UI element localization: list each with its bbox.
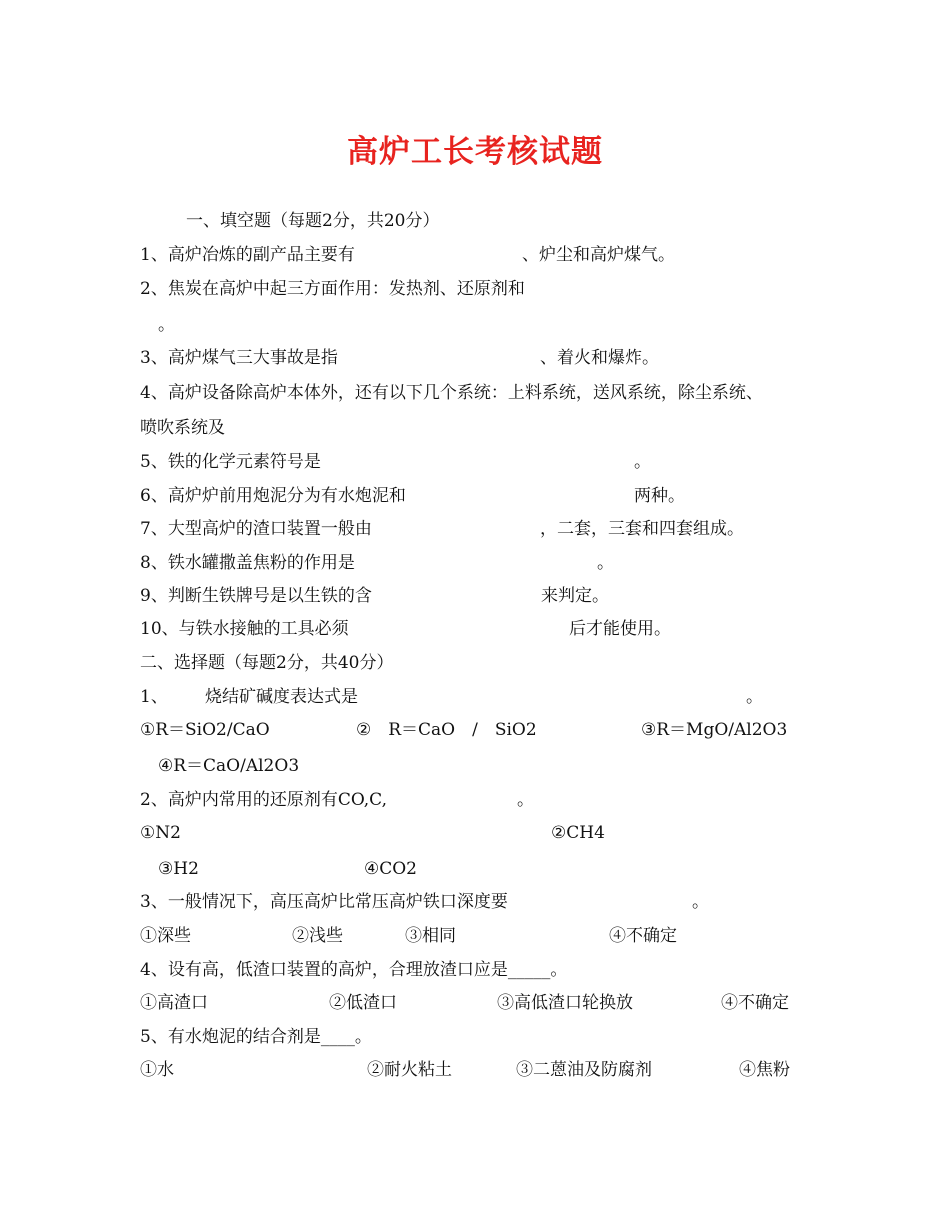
q1-text-end: 、炉尘和高炉煤气。 bbox=[522, 245, 675, 265]
q8-text: 8、铁水罐撒盖焦粉的作用是 bbox=[140, 553, 355, 573]
mc4-text: 4、设有高，低渣口装置的高炉，合理放渣口应是_____。 bbox=[140, 960, 568, 980]
mc2-option-4: ④CO2 bbox=[364, 859, 418, 879]
mc1-text: 烧结矿碱度表达式是 bbox=[205, 687, 358, 707]
q10-text: 10、与铁水接触的工具必须 bbox=[140, 619, 349, 639]
mc5-option-3: ③二蒽油及防腐剂 bbox=[516, 1060, 652, 1080]
mc4-option-1: ①高渣口 bbox=[140, 993, 208, 1013]
mc3-option-2: ②浅些 bbox=[292, 926, 343, 946]
mc4-option-4: ④不确定 bbox=[721, 993, 789, 1013]
mc4-option-2: ②低渣口 bbox=[329, 993, 397, 1013]
q7-text-end: ，二套，三套和四套组成。 bbox=[540, 519, 744, 539]
mc5-option-2: ②耐火粘土 bbox=[367, 1060, 452, 1080]
mc2-text: 2、高炉内常用的还原剂有CO,C, bbox=[140, 790, 387, 810]
mc5-text: 5、有水炮泥的结合剂是____。 bbox=[140, 1027, 372, 1047]
mc5-option-4: ④焦粉 bbox=[739, 1060, 790, 1080]
mc3-text: 3、一般情况下，高压高炉比常压高炉铁口深度要 bbox=[140, 892, 508, 912]
q1-text: 1、高炉冶炼的副产品主要有 bbox=[140, 245, 355, 265]
q6-text-end: 两种。 bbox=[634, 486, 685, 506]
q10-text-end: 后才能使用。 bbox=[569, 619, 671, 639]
q5-text-end: 。 bbox=[634, 452, 651, 472]
q4-text-end: 喷吹系统及 bbox=[140, 418, 225, 438]
mc2-option-3: ③H2 bbox=[158, 859, 199, 879]
q3-text: 3、高炉煤气三大事故是指 bbox=[140, 348, 338, 368]
mc3-option-1: ①深些 bbox=[140, 926, 191, 946]
section2-heading: 二、选择题（每题2分，共40分） bbox=[140, 653, 394, 673]
q5-text: 5、铁的化学元素符号是 bbox=[140, 452, 321, 472]
mc1-option-4: ④R＝CaO/Al2O3 bbox=[158, 756, 300, 776]
mc2-option-2: ②CH4 bbox=[551, 823, 605, 843]
mc3-option-3: ③相同 bbox=[405, 926, 456, 946]
q8-text-end: 。 bbox=[597, 553, 614, 573]
q4-text: 4、高炉设备除高炉本体外，还有以下几个系统：上料系统，送风系统，除尘系统、 bbox=[140, 383, 763, 403]
mc2-text-end: 。 bbox=[517, 790, 534, 810]
mc3-option-4: ④不确定 bbox=[609, 926, 677, 946]
mc5-option-1: ①水 bbox=[140, 1060, 174, 1080]
mc1-number: 1、 bbox=[140, 687, 168, 707]
mc4-option-3: ③高低渣口轮换放 bbox=[497, 993, 633, 1013]
mc1-option-3: ③R＝MgO/Al2O3 bbox=[641, 720, 788, 740]
q3-text-end: 、着火和爆炸。 bbox=[540, 348, 659, 368]
mc1-option-1: ①R＝SiO2/CaO bbox=[140, 720, 270, 740]
q9-text-end: 来判定。 bbox=[541, 586, 609, 606]
q2-text: 2、焦炭在高炉中起三方面作用：发热剂、还原剂和 bbox=[140, 279, 525, 299]
mc1-text-end: 。 bbox=[746, 687, 763, 707]
section1-heading: 一、填空题（每题2分，共20分） bbox=[186, 211, 440, 231]
mc3-text-end: 。 bbox=[692, 892, 709, 912]
mc1-option-2: ② R＝CaO / SiO2 bbox=[356, 720, 537, 740]
q2-text-end: 。 bbox=[158, 315, 175, 335]
q6-text: 6、高炉炉前用炮泥分为有水炮泥和 bbox=[140, 486, 406, 506]
mc2-option-1: ①N2 bbox=[140, 823, 181, 843]
document-title: 高炉工长考核试题 bbox=[347, 134, 603, 170]
q7-text: 7、大型高炉的渣口装置一般由 bbox=[140, 519, 372, 539]
q9-text: 9、判断生铁牌号是以生铁的含 bbox=[140, 586, 372, 606]
